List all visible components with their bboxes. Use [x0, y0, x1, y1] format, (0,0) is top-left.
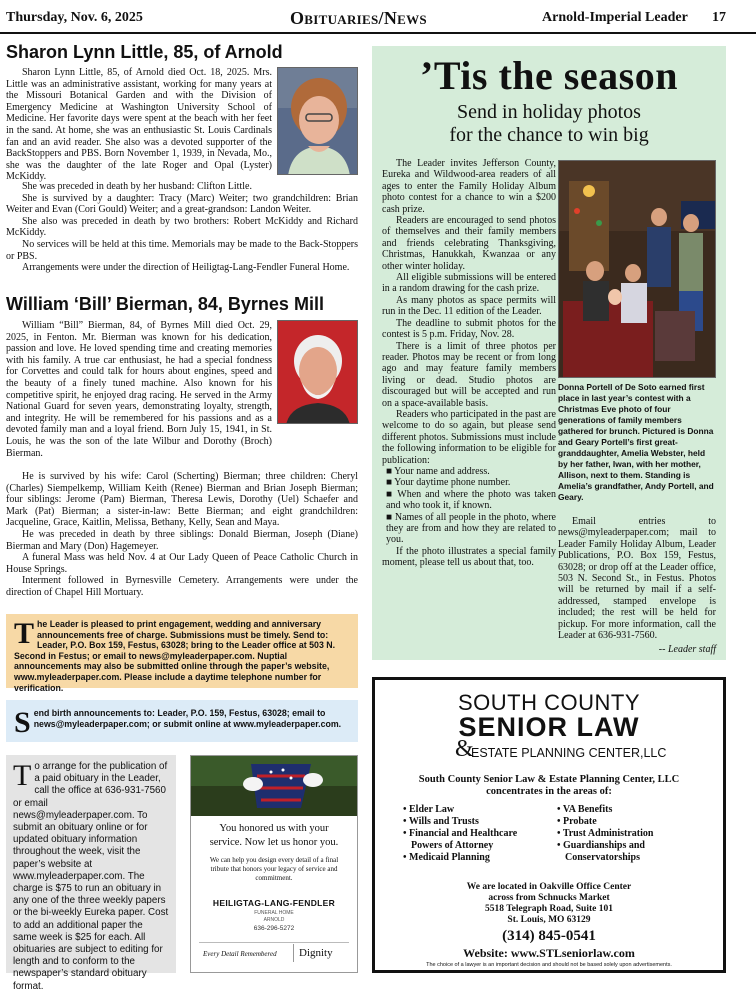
law-location-line: We are located in Oakville Office Center: [466, 882, 632, 892]
contest-paragraph: Readers are encouraged to send photos of themselves and their family members and friends celebrating Thanksgiving, Christmas, Hanukkah, Kwanzaa or any other winter holiday.: [382, 215, 556, 272]
funeral-ad-headline: [191, 822, 357, 850]
divider: [199, 942, 349, 943]
dropcap: T: [14, 617, 35, 650]
law-intro: [375, 774, 723, 798]
obit-paragraph: No services will be held at this time. Memorials may be made to the Back-Stoppers or PBS.: [6, 238, 358, 262]
contest-bullet: ■ Your daytime phone number.: [386, 477, 511, 489]
contest-bullet: ■ When and where the photo was taken and who took it, if known.: [386, 488, 556, 512]
law-service: Powers of Attorney: [411, 840, 494, 851]
law-service: • Elder Law: [403, 804, 455, 815]
funeral-ad-line-2: service. Now let us honor you.: [209, 837, 339, 848]
law-location-line: across from Schnucks Market: [488, 893, 610, 903]
holiday-photo-contest: [372, 46, 726, 660]
entries-paragraph: Email entries to news@myleaderpaper.com; mail to Leader Family Holiday Album, Leader Publications, P.O. Box 159, Festus, 63028; or drop off at the Leader office, 503 N. Second St., in Festus. Photos will be returned by mail if a self-addressed, stamped envelope is included; the rest will be held for pickup. For more information, call the Leader at 636-931-7560.: [558, 516, 716, 642]
funeral-home-sub1: FUNERAL HOME: [254, 910, 294, 916]
contest-paragraph: The deadline to submit photos for the contest is 5 p.m. Friday, Nov. 28.: [382, 317, 556, 341]
law-intro-line-1: South County Senior Law & Estate Planning Center, LLC: [418, 774, 680, 785]
funeral-home-phone[interactable]: 636-296-5272: [253, 925, 295, 932]
obit-paragraph: Interment followed in Byrnesville Cemetery. Arrangements were under the direction of Chapel Hill Mortuary.: [6, 575, 358, 598]
season-subtitle-2: for the chance to win big: [449, 124, 649, 146]
law-services-right: [557, 804, 653, 864]
funeral-home-ad[interactable]: [190, 755, 358, 973]
paper-name: Arnold-Imperial Leader: [542, 10, 688, 25]
funeral-home-subtitle: [191, 910, 357, 924]
section-title: Obituaries/News: [290, 8, 427, 28]
obit-paragraph: Arrangements were under the direction of Heiligtag-Lang-Fendler Funeral Home.: [22, 262, 350, 274]
announcement-notice: [6, 614, 358, 693]
contest-bullet: ■ Your name and address.: [386, 465, 490, 477]
law-website[interactable]: Website: www.STLseniorlaw.com: [463, 946, 635, 960]
byline: -- Leader staff: [658, 644, 716, 655]
page-number: 17: [712, 10, 726, 25]
contest-paragraph: As many photos as space permits will run in the Dec. 11 edition of the Leader.: [382, 294, 556, 318]
funeral-ad-body: We can help you design every detail of a final tribute that honors your legacy of service and commitment.: [209, 856, 339, 882]
obit-paragraph: A funeral Mass was held Nov. 4 at Our Lady Queen of Peace Catholic Church in House Springs.: [6, 552, 358, 575]
funeral-home-sub2: ARNOLD: [263, 917, 285, 923]
dropcap: T: [13, 759, 32, 792]
obit-body-bierman: [6, 320, 272, 459]
law-location-line: St. Louis, MO 63129: [507, 915, 591, 925]
contest-paragraph: If the photo illustrates a special family moment, please tell us about that, too.: [382, 545, 556, 569]
law-location-line: 5518 Telegraph Road, Suite 101: [484, 904, 613, 914]
law-logo-line-3: ESTATE PLANNING CENTER,LLC: [471, 746, 667, 760]
obit-paragraph: He was preceded in death by three siblings: Donald Bierman, Joseph (Diane) Bierman and Mary (Don) Hagemeyer.: [6, 528, 358, 552]
contest-rules: [382, 158, 556, 569]
birth-announcement-notice: [6, 700, 358, 742]
obit-body-little-bottom: [6, 181, 358, 274]
senior-law-ad[interactable]: [372, 677, 726, 973]
law-service: • Medicaid Planning: [403, 852, 490, 863]
divider: [293, 944, 294, 962]
obit-paragraph: Sharon Lynn Little, 85, of Arnold died Oct. 18, 2025. Mrs. Little was an administrative assistant, working for many years at the Missouri Botanical Garden and with the Division of Emergency Medicine at Washington University School of Medicine. Her favorite days were spent at the beach with her feet in the sand. At home, she was an enthusiastic St. Louis Cardinals fan and an avid reader. She also was a devoted supporter of the BackStoppers and PBS. Born November 1, 1939, in Nevada, Mo., she was the daughter of the late Roger and Opal (Lyster) McKiddy.: [6, 67, 272, 183]
obit-body-little-top: [6, 67, 272, 183]
obit-paragraph: She is survived by a daughter: Tracy (Marc) Weiter; two grandchildren: Brian Weiter and Evan (Cori Gould) Weiter; and a great-grandson: Landon Weiter.: [6, 192, 358, 216]
law-service: • Wills and Trusts: [403, 816, 479, 827]
law-logo-line-2: SENIOR LAW: [458, 712, 640, 742]
funeral-home-name: HEILIGTAG-LANG-FENDLER: [212, 898, 336, 908]
photo-caption: Donna Portell of De Soto earned first place in last year’s contest with a Christmas Eve photo of four generations of family members gathered for brunch. Pictured is Donna and Geary Portell’s first great-granddaughter, Amelia Webster, held by her father, Iwan, with her mother, Allison, next to them. Standing is Amelia’s grandfather, Andy Portell, and Geary.: [558, 382, 714, 502]
law-service: • Trust Administration: [557, 828, 654, 839]
dropcap: S: [14, 706, 31, 739]
law-service: Conservatorships: [565, 852, 641, 863]
flag-folding-image: [191, 756, 357, 816]
obit-paragraph: She was preceded in death by her husband: Clifton Little.: [22, 181, 252, 192]
obit-headline-little: Sharon Lynn Little, 85, of Arnold: [6, 42, 283, 62]
contest-entries: [558, 516, 716, 641]
law-disclaimer: The choice of a lawyer is an important decision and should not be based solely upon advertisements.: [426, 962, 672, 968]
portrait-bill-bierman: [277, 320, 358, 424]
dignity-logo: Dignity: [299, 947, 333, 959]
contest-paragraph: Readers who participated in the past are welcome to do so again, but please send different photos. Submissions must include the following information to be eligible for publication:: [382, 408, 556, 466]
family-holiday-photo: [558, 160, 716, 378]
season-title: ’Tis the season: [420, 53, 678, 98]
obit-paragraph: He is survived by his wife: Carol (Scherting) Bierman; three children: Cheryl (Charles) Siempelkemp, William Keith (Renee) Bierman and Brian Joseph Bierman; four siblings: Jerome (Pam) Bierman, Theresa Lewis, Dorothy (Uel) Schaefer and Mark (Pat) Bierman; a sister-in-law: Bette Bierman; and eight grandchildren: Jacqueline, Grace, Kaitlin, Melissa, Bethany, Kelly, Sean and Maya.: [6, 471, 358, 529]
obit-paragraph: William “Bill” Bierman, 84, of Byrnes Mill died Oct. 29, 2025, in Fenton. Mr. Bierman was known for his dedication, passion and love. He loved spending time and creating memories with his family. A true car enthusiast, he had a special fondness for Corvettes and could talk for hours about engines, speed and the beauty of a finely tuned machine. Also known for his competitive spirit, he enjoyed drag racing. He served in the Army National Guard for seven years, demonstrating loyalty, strength, and integrity. He will be remembered for his passions and as a devoted family man and a loyal friend. Born July 15, 1941, in St. Louis, he was the son of the late Wilbur and Dorothy (Broch) Bierman.: [6, 320, 272, 459]
law-location: [375, 882, 723, 926]
law-service: • Guardianships and: [557, 840, 645, 851]
announcement-text: he Leader is pleased to print engagement, wedding and anniversary announcements free of charge. Submissions must be timely. Send to: Leader, P.O. Box 159, Festus, 63028; bring to the Leader office at 503 N. Second in Festus; or email to news@myleaderpaper.com. Nuptial announcements may also be submitted online through the paper’s website, www.myleaderpaper.com. Please include a daytime telephone number for verification.: [14, 619, 336, 693]
obit-paragraph: She also was preceded in death by two brothers: Robert McKiddy and Richard McKiddy.: [6, 215, 358, 239]
law-service: • Financial and Healthcare: [403, 828, 518, 839]
obit-body-bierman-bottom: [6, 471, 358, 599]
contest-bullet: ■ Names of all people in the photo, where they are from and how they are related to you.: [386, 511, 556, 546]
issue-date: Thursday, Nov. 6, 2025: [6, 10, 143, 25]
obit-headline-bierman: William ‘Bill’ Bierman, 84, Byrnes Mill: [6, 294, 324, 314]
portrait-sharon-little: [277, 67, 358, 175]
law-logo-line-1: SOUTH COUNTY: [458, 690, 640, 715]
law-service: • VA Benefits: [557, 804, 613, 815]
obituary-info-text: o arrange for the publication of a paid obituary in the Leader, call the office at 636-931-7560 or email news@myleaderpaper.com. To submit an obituary online or for updated obituary information throughout the week, visit the paper’s website at www.myleaderpaper.com. The charge is $75 to run an obituary in any one of the three weekly papers or the bi-weekly Eureka paper. Cost to add an additional paper the same week is $25 for each. All obituaries are subject to editing for length and to conform to the newspaper’s standard obituary format.: [13, 761, 169, 992]
law-phone[interactable]: (314) 845-0541: [502, 928, 596, 944]
law-logo-ampersand: &: [455, 736, 474, 762]
obituary-info-notice: [6, 755, 176, 992]
page-header: [0, 0, 756, 34]
law-services-left: [403, 804, 517, 864]
law-intro-line-2: concentrates in the areas of:: [486, 786, 612, 797]
season-subtitle: [372, 101, 726, 147]
contest-paragraph: All eligible submissions will be entered in a random drawing for the cash prize.: [382, 272, 556, 295]
contest-paragraph: There is a limit of three photos per reader. Photos may be recent or from long ago and may feature family members living or dead. Studio photos are discouraged but will be accepted and run on a space-available basis.: [382, 340, 556, 409]
contest-paragraph: The Leader invites Jefferson County, Eureka and Wildwood-area readers of all ages to enter the Family Holiday Album photo contest for a chance to win a $200 cash prize.: [382, 158, 556, 215]
season-subtitle-1: Send in holiday photos: [457, 101, 641, 123]
funeral-tagline: Every Detail Remembered: [203, 950, 277, 958]
law-service: • Probate: [557, 816, 597, 827]
funeral-ad-line-1: You honored us with your: [219, 823, 329, 834]
birth-notice-text: end birth announcements to: Leader, P.O. 159, Festus, 63028; email to news@myleaderpaper.com; or submit online at www.myleaderpaper.com.: [33, 708, 342, 729]
